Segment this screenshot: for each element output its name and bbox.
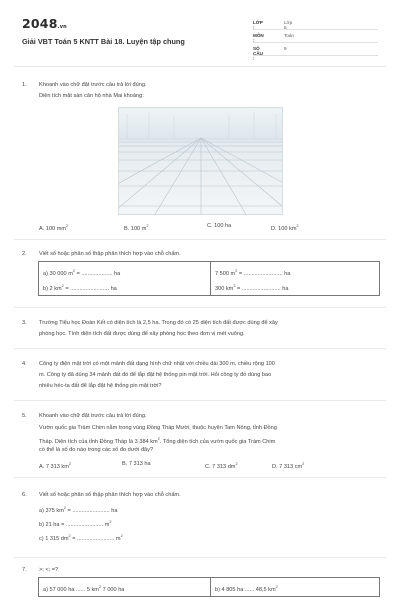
meta-key: SỐ CÂU : [253, 46, 263, 61]
option-sup: 2 [146, 224, 149, 228]
meta-value: Lớp 5 [284, 20, 293, 30]
option-c[interactable] [205, 459, 238, 472]
option-sup: 2 [68, 462, 71, 466]
cell-text: = ......................... ha [63, 285, 117, 292]
question-text: Trường Tiểu học Đoàn Kết có diện tích là 2,5 ha. Trong đó có 25 diện tích đất được dùng để xây [39, 320, 278, 326]
item-text: a) 375 km [39, 507, 64, 514]
fill-item[interactable] [39, 531, 123, 544]
floor-photo [118, 107, 283, 215]
answer-cell[interactable] [43, 266, 120, 279]
question-text: nhiêu héc-ta đất để lắp đặt hệ thống pin mặt trời? [39, 383, 162, 389]
question-text: m. Công ty đã dùng 34 mảnh đất đó để lắp đặt hệ thống pin mặt trời. Hỏi công ty đó dùng bao [39, 372, 272, 378]
question-number: 7. [22, 567, 27, 573]
meta-key: LỚP : [253, 20, 263, 30]
option-sup: 2 [296, 224, 299, 228]
question-number: 2. [22, 251, 27, 257]
fill-item[interactable] [39, 517, 112, 530]
header-divider [14, 66, 386, 67]
question-text: Vườn quốc gia Tràm Chim nằm trong vùng Đồng Tháp Mười, thuộc huyện Tam Nông, tỉnh Đồng [39, 425, 277, 431]
question-divider [14, 307, 386, 308]
question-text: phòng học. Tính diện tích đất được dùng để xây phòng học theo đơn vị mét vuông. [39, 331, 245, 337]
question-text: Viết số hoặc phân số thập phân thích hợp vào chỗ chấm. [39, 251, 181, 257]
meta-value: 9 [284, 46, 287, 51]
option-sup: 2 [302, 462, 305, 466]
question-text: Khoanh vào chữ đặt trước câu trả lời đúng. [39, 413, 147, 419]
compare-cell[interactable] [215, 582, 278, 595]
option-label: A. 7 313 km [39, 463, 69, 470]
option-d[interactable] [271, 221, 299, 234]
cell-text: b) 2 km [43, 285, 62, 292]
option-sup: 2 [235, 462, 238, 466]
item-sup: 2 [63, 506, 66, 510]
option-b[interactable] [124, 221, 149, 234]
option-b[interactable] [122, 459, 151, 469]
option-label: D. 7 313 cm [272, 463, 303, 470]
page-title: Giải VBT Toán 5 KNTT Bài 18. Luyện tập chung [22, 37, 185, 46]
question-number: 5. [22, 413, 27, 419]
option-d[interactable] [272, 459, 304, 472]
option-label: C. 7 313 dm [205, 463, 236, 470]
item-sup: 2 [109, 520, 112, 524]
table-divider [210, 578, 211, 596]
question-divider [14, 477, 386, 478]
item-sup: 2 [120, 534, 123, 538]
cell-sup: 2 [235, 269, 238, 273]
cell-sup: 2 [233, 284, 236, 288]
question-divider [14, 239, 386, 240]
question-number: 6. [22, 492, 27, 498]
tiled-floor-image [119, 108, 283, 215]
text-part: . Tổng diện tích của vườn quốc gia Tràm Chim [159, 438, 276, 445]
option-label: B. 7 313 ha [122, 461, 151, 467]
cell-text: = ......................... ha [235, 285, 289, 292]
cell-sup: 2 [275, 585, 278, 589]
item-text: b) 21 ha = ........................ m [39, 521, 110, 528]
question-text: Khoanh vào chữ đặt trước câu trả lời đúng. [39, 82, 147, 88]
meta-value: Toán [284, 33, 294, 38]
cell-text: 300 km [215, 285, 234, 292]
option-label: D. 100 km [271, 225, 297, 232]
meta-underline [253, 42, 378, 43]
cell-text: a) 30 000 m [43, 270, 73, 277]
question-text: có thể là số đo nào trong các số đo dưới đây? [39, 447, 154, 453]
option-sup: 2 [66, 224, 69, 228]
table-divider [210, 262, 211, 295]
answer-cell[interactable] [43, 281, 117, 294]
option-label: B. 100 m [124, 225, 147, 232]
answer-cell[interactable] [215, 281, 288, 294]
option-label: C. 100 ha [207, 223, 232, 229]
option-c[interactable] [207, 221, 231, 231]
question-text: Công ty điện mặt trời có một mảnh đất dạng hình chữ nhật với chiều dài 300 m, chiều rộng 100 [39, 361, 275, 367]
meta-underline [253, 29, 378, 30]
cell-text: = ......................... ha [237, 270, 291, 277]
cell-sup: 2 [72, 269, 75, 273]
text-part: Tháp. Diện tích của tỉnh Đồng Tháp là 3 384 km [39, 438, 158, 445]
compare-table [38, 577, 380, 597]
question-number: 4. [22, 361, 27, 367]
cell-sup: 2 [61, 284, 64, 288]
question-text: Diện tích mặt sàn căn hộ nhà Mai khoảng: [39, 93, 144, 99]
logo-main: 2048 [22, 16, 58, 31]
cell-text: 7 500 m [215, 270, 236, 277]
question-number: 3. [22, 320, 27, 326]
text-sup: 2 [157, 437, 160, 441]
question-divider [14, 348, 386, 349]
question-divider [14, 400, 386, 401]
cell-text: = .................... ha [74, 270, 121, 277]
option-label: A. 100 mm [39, 225, 67, 232]
compare-cell[interactable] [43, 582, 124, 595]
option-a[interactable] [39, 221, 68, 234]
fill-item[interactable] [39, 503, 117, 516]
option-a[interactable] [39, 459, 71, 472]
item-sup: 2 [68, 534, 71, 538]
cell-text: 7 000 ha [101, 586, 125, 593]
logo-sub: .vn [57, 24, 67, 30]
item-text: c) 1 315 dm [39, 535, 69, 542]
item-text: = ........................ m [70, 535, 121, 542]
site-logo[interactable] [22, 16, 67, 31]
cell-text: a) 57 000 ha ...... 5 km [43, 586, 99, 593]
answer-table [38, 261, 380, 296]
cell-text: b) 4 805 ha ...... 48,5 km [215, 586, 276, 593]
meta-key: MÔN : [253, 33, 264, 43]
cell-sup: 2 [98, 585, 102, 589]
answer-cell[interactable] [215, 266, 290, 279]
question-divider [14, 557, 386, 558]
question-number: 1. [22, 82, 27, 88]
item-text: = ........................ ha [66, 507, 118, 514]
question-text: Viết số hoặc phân số thập phân thích hợp vào chỗ chấm. [39, 492, 181, 498]
meta-underline [253, 55, 378, 56]
question-text: >; <; =? [39, 567, 59, 573]
